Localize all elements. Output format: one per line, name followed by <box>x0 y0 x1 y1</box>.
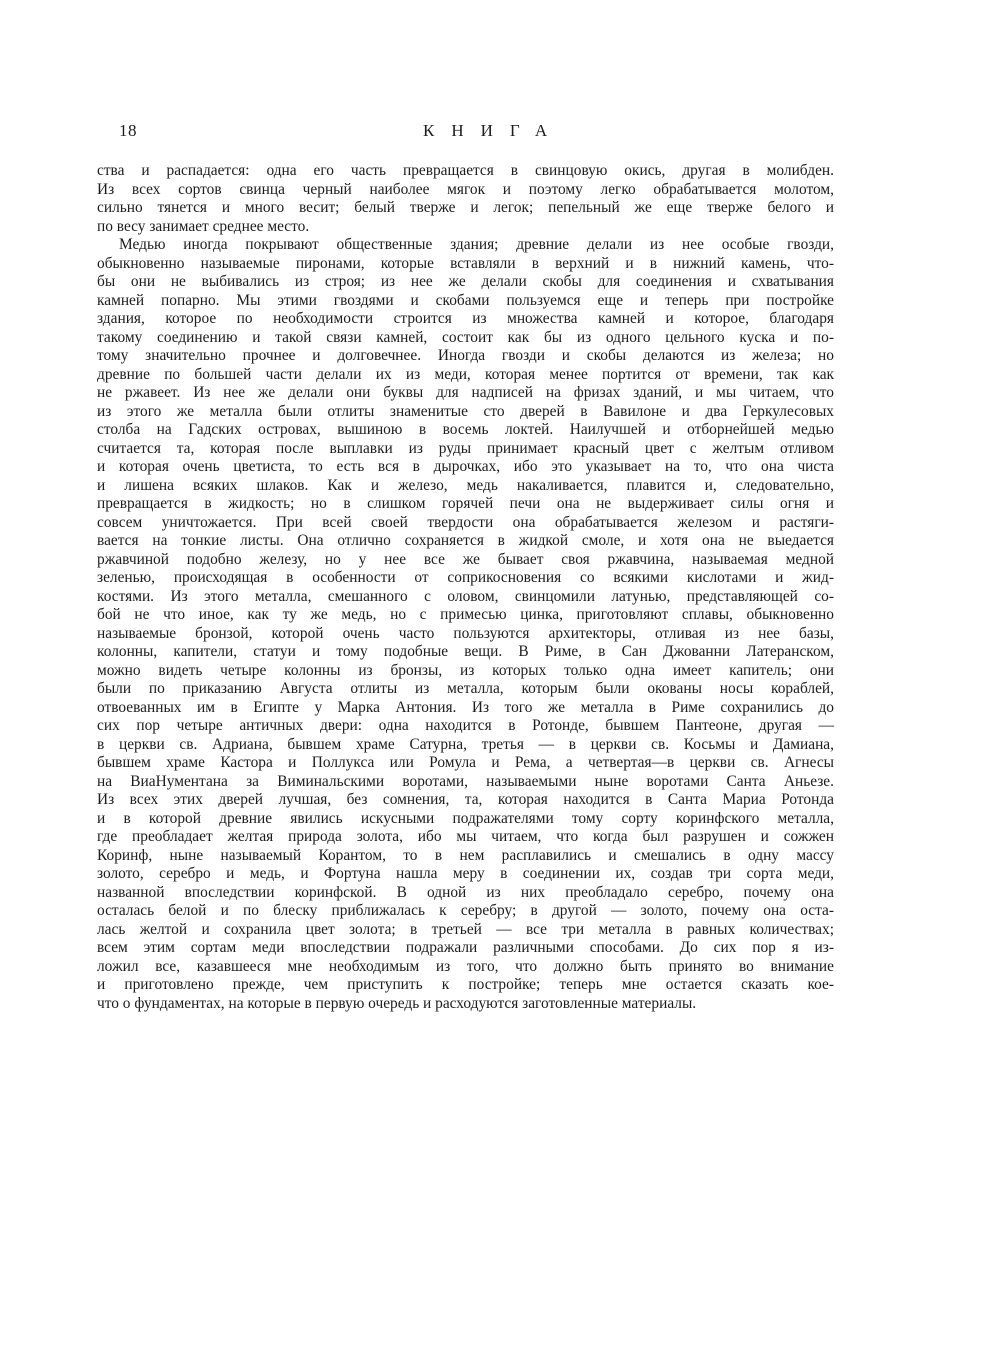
text-line: Коринф, ныне называемый Корантом, то в нем расплавились и смешались в одну массу <box>97 846 834 864</box>
text-line: бой не что иное, как ту же медь, но с примесью цинка, приготовляют сплавы, обыкновенно <box>97 606 834 623</box>
text-line: вается на тонкие листы. Она отлично сохраняется в жидкой смоле, и хотя она не выедается <box>97 532 834 549</box>
text-line: обыкновенно называемые пиронами, которые вставляли в верхний и в нижний камень, что- <box>97 254 834 272</box>
paragraph <box>97 236 834 1013</box>
text-line: и лишена всяких шлаков. Как и железо, медь накаливается, плавится и, следовательно, <box>97 476 834 494</box>
text-line: называемые бронзой, которой очень часто пользуются архитекторы, отливая из нее базы, <box>97 624 834 642</box>
text-line: и приготовлено прежде, чем приступить к постройке; теперь мне остается сказать кое- <box>97 976 834 993</box>
paragraph <box>97 162 834 236</box>
text-body <box>97 162 834 1013</box>
text-line: отвоеванных им в Египте у Марка Антония. Из того же металла в Риме сохранились до <box>97 698 834 716</box>
running-title: КНИГА <box>423 121 565 140</box>
text-line: ржавчиной подобно железу, но у нее все же бывает своя ржавчина, называемая медной <box>97 550 834 568</box>
text-line: здания, которое по необходимости строится из множества камней и которое, благодаря <box>97 310 834 327</box>
text-line: древние по большей части делали их из меди, которая менее портится от времени, так как <box>97 365 834 383</box>
text-line: лась желтой и сохранила цвет золота; в третьей — все три металла в равных количествах; <box>97 920 834 938</box>
text-line: тому значительно прочнее и долговечнее. Иногда гвозди и скобы делаются из железа; но <box>97 347 834 364</box>
text-line: столба на Гадских островах, вышиною в восемь локтей. Наилучшей и отборнейшей медью <box>97 421 834 438</box>
text-line: Из всех сортов свинца черный наиболее мягок и поэтому легко обрабатывается молотом, <box>97 180 834 198</box>
text-line: колонны, капители, статуи и тому подобные вещи. В Риме, в Сан Джованни Латеранском, <box>97 643 834 660</box>
text-line: не ржавеет. Из нее же делали они буквы для надписей на фризах зданий, и мы читаем, что <box>97 384 834 401</box>
text-line: камней попарно. Мы этими гвоздями и скобами пользуемся еще и теперь при постройке <box>97 291 834 309</box>
text-line: из этого же металла были отлиты знаменитые сто дверей в Вавилоне и два Геркулесовых <box>97 402 834 420</box>
text-line: превращается в жидкость; но в слишком горячей печи она не выдерживает силы огня и <box>97 495 834 512</box>
text-line: что о фундаментах, на которые в первую очередь и расходуются заготовленные материалы. <box>97 994 697 1012</box>
page-number: 18 <box>119 121 137 140</box>
text-line: можно видеть четыре колонны из бронзы, из которых только одна имеет капитель; они <box>97 661 834 679</box>
running-head <box>97 121 834 145</box>
text-line: были по приказанию Августа отлиты из металла, которым были окованы носы кораблей, <box>97 680 834 697</box>
text-line: в церкви св. Адриана, бывшем храме Сатурна, третья — в церкви св. Косьмы и Дамиана, <box>97 735 834 753</box>
text-line: Из всех этих дверей лучшая, без сомнения, та, которая находится в Санта Мариа Ротонда <box>97 791 834 808</box>
text-line: всем этим сортам меди впоследствии подражали различными способами. До сих пор я из- <box>97 939 834 956</box>
text-line: по весу занимает среднее место. <box>97 217 310 235</box>
text-line: такому соединению и такой связи камней, состоит как бы из одного цельного куска и по- <box>97 328 834 346</box>
text-line: ложил все, казавшееся мне необходимым из того, что должно быть принято во внимание <box>97 957 834 975</box>
text-line: бы они не выбивались из строя; из нее же делали скобы для соединения и схватывания <box>97 273 834 290</box>
text-line: где преобладает желтая природа золота, ибо мы читаем, что когда был разрушен и сожжен <box>97 828 834 845</box>
text-line: бывшем храме Кастора и Поллукса или Ромула и Рема, а четвертая—в церкви св. Агнесы <box>97 754 834 771</box>
text-line: названной впоследствии коринфской. В одной из них преобладало серебро, почему она <box>97 883 834 901</box>
text-line: совсем уничтожается. При всей своей твердости она обрабатывается железом и растяги- <box>97 513 834 531</box>
text-line: осталась белой и по блеску приближалась к серебру; в другой — золото, почему она оста- <box>97 902 834 919</box>
text-line: костями. Из этого металла, смешанного с оловом, свинцомили латунью, представляющей со- <box>97 587 834 605</box>
text-line: Медью иногда покрывают общественные здания; древние делали из нее особые гвозди, <box>119 236 834 253</box>
text-line: и в которой древние явились искусными подражателями тому сорту коринфского металла, <box>97 809 834 827</box>
text-line: ства и распадается: одна его часть превращается в свинцовую окись, другая в молибден. <box>97 162 834 179</box>
text-line: золото, серебро и медь, и Фортуна нашла меру в соединении их, создав три сорта меди, <box>97 865 834 882</box>
text-line: зеленью, происходящая в особенности от соприкосновения со всякими кислотами и жид- <box>97 569 834 586</box>
text-line: на ВиаНумeнтана за Виминальскими воротами, называемыми ныне воротами Санта Аньезе. <box>97 772 834 790</box>
text-line: считается та, которая после выплавки из руды принимает красный цвет с желтым отливом <box>97 439 834 457</box>
book-page <box>97 0 834 1365</box>
text-line: и которая очень цветиста, то есть вся в дырочках, ибо это указывает на то, что она чиста <box>97 458 834 475</box>
text-line: сильно тянется и много весит; белый тверже и легок; пепельный же еще тверже белого и <box>97 199 834 216</box>
text-line: сих пор четыре античных двери: одна находится в Ротонде, бывшем Пантеоне, другая — <box>97 717 834 734</box>
